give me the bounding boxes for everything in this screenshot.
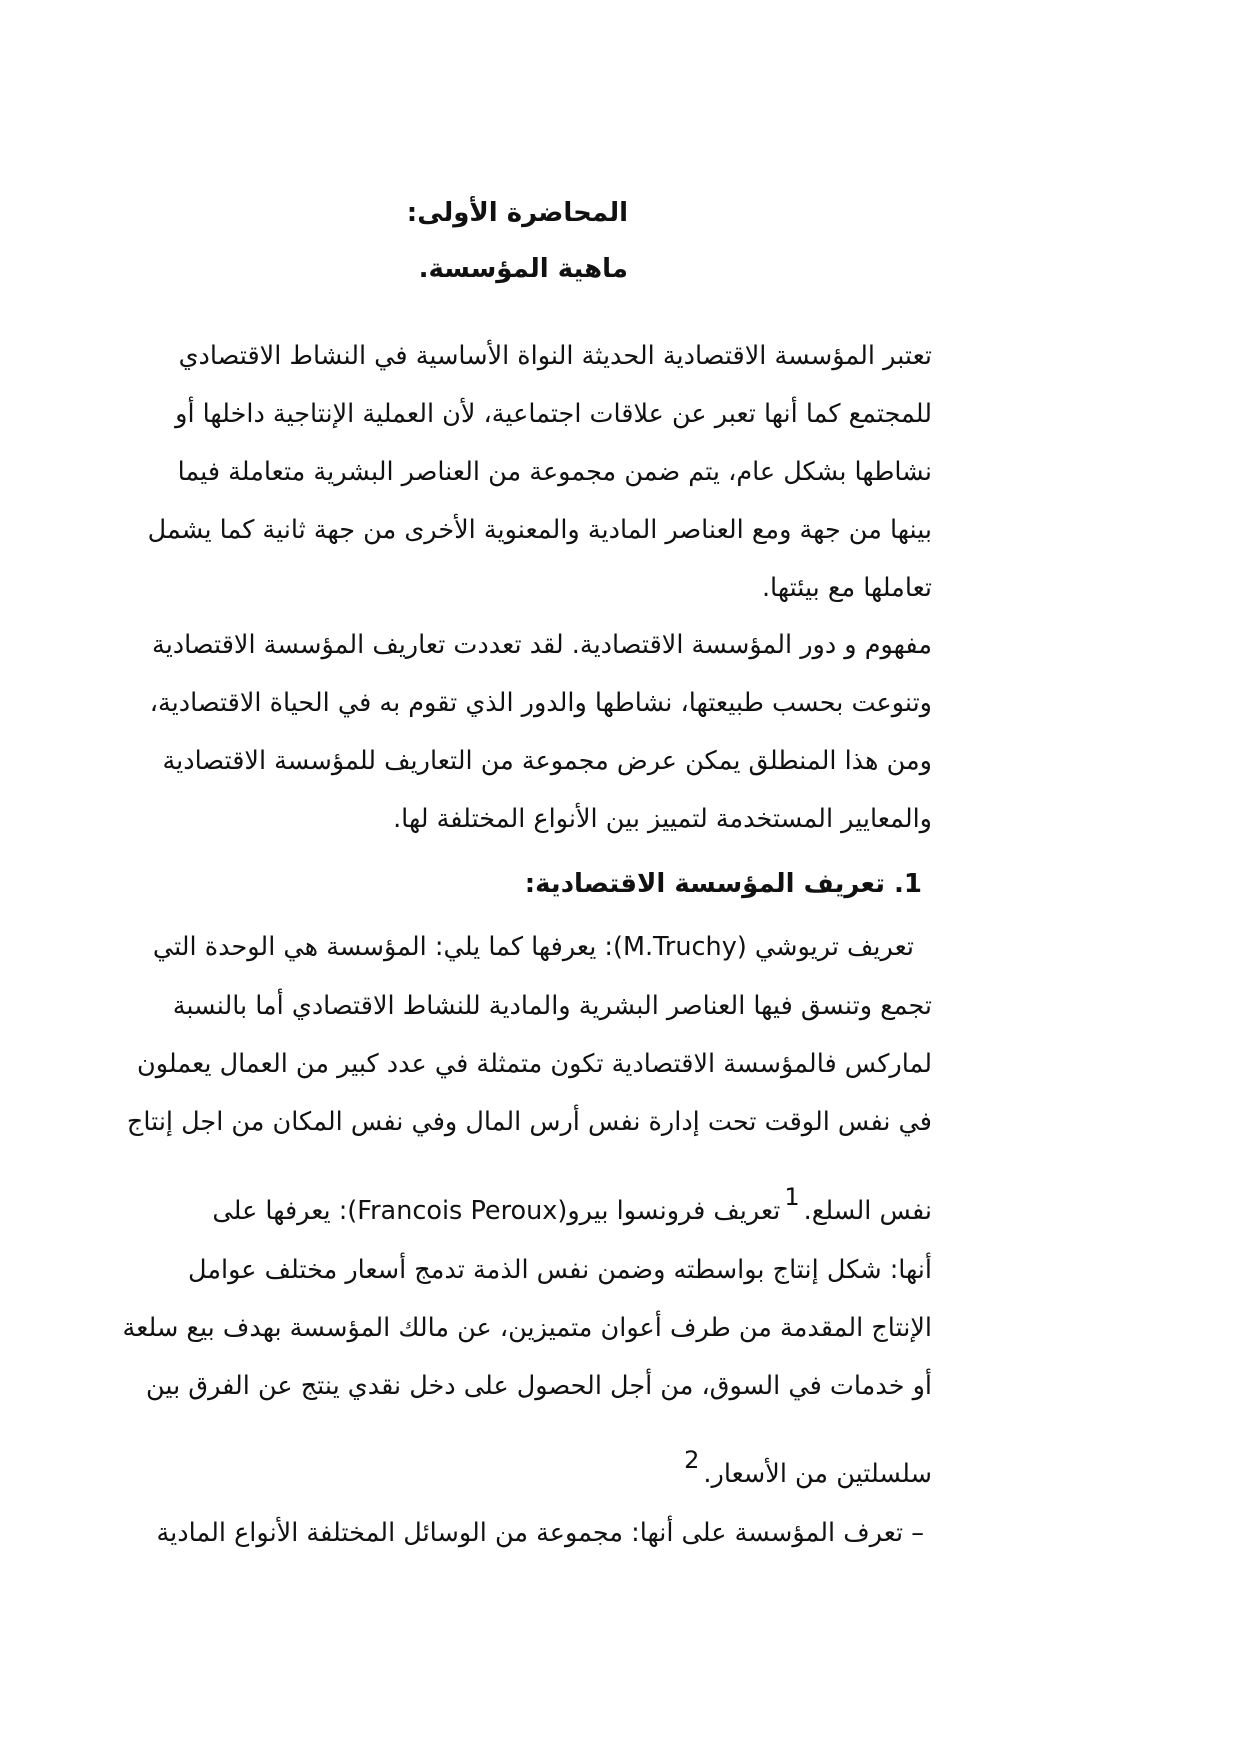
peroux-mid: تعريف فرونسوا بيرو( [557,1196,781,1226]
paragraph-line: أنها: شكل إنتاج بواسطته وضمن نفس الذمة تدمج أسعار مختلف عوامل [188,1255,932,1285]
footnote-marker: 1 [784,1183,800,1211]
paragraph-line: ومن هذا المنطلق يمكن عرض مجموعة من التعاريف للمؤسسة الاقتصادية [162,746,932,776]
paragraph-line: في نفس الوقت تحت إدارة نفس أرس المال وفي نفس المكان من اجل إنتاج [126,1107,932,1137]
lecture-title: المحاضرة الأولى: [406,198,628,228]
peroux-prefix: نفس السلع. [803,1196,932,1226]
paragraph-line [212,1183,932,1227]
peroux-suffix: ): يعرفها على [212,1196,358,1226]
paragraph-line: تعاملها مع بيئتها. [761,573,932,603]
paragraph-line: والمعايير المستخدمة لتمييز بين الأنواع المختلفة لها. [393,804,932,834]
paragraph-line [680,1446,932,1490]
paragraph-line: بينها من جهة ومع العناصر المادية والمعنوية الأخرى من جهة ثانية كما يشمل [147,515,932,545]
paragraph-line: لماركس فالمؤسسة الاقتصادية تكون متمثلة في عدد كبير من العمال يعملون [137,1049,932,1079]
paragraph-line: مفهوم و دور المؤسسة الاقتصادية. لقد تعددت تعاريف المؤسسة الاقتصادية [152,630,932,660]
paragraph-line: تجمع وتنسق فيها العناصر البشرية والمادية للنشاط الاقتصادي أما بالنسبة [172,991,932,1021]
peroux-last: سلسلتين من الأسعار. [703,1459,932,1489]
paragraph-line: وتنوعت بحسب طبيعتها، نشاطها والدور الذي تقوم به في الحياة الاقتصادية، [149,688,932,718]
truchy-prefix: تعريف تريوشي ( [736,932,914,962]
truchy-name: M.Truchy [622,932,737,962]
section-heading: 1. تعريف المؤسسة الاقتصادية: [524,869,922,899]
paragraph-line: أو خدمات في السوق، من أجل الحصول على دخل نقدي ينتج عن الفرق بين [145,1371,932,1401]
paragraph-line [153,932,914,963]
truchy-suffix: ): يعرفها كما يلي: المؤسسة هي الوحدة التي [152,932,623,962]
paragraph-line: للمجتمع كما أنها تعبر عن علاقات اجتماعية، لأن العملية الإنتاجية داخلها أو [175,399,932,429]
lecture-subtitle: ماهية المؤسسة. [418,254,628,284]
footnote-marker: 2 [684,1446,700,1474]
definition-line: – تعرف المؤسسة على أنها: مجموعة من الوسائل المختلفة الأنواع المادية [156,1518,924,1548]
paragraph-line: الإنتاج المقدمة من طرف أعوان متميزين، عن مالك المؤسسة بهدف بيع سلعة [122,1313,932,1343]
paragraph-line: نشاطها بشكل عام، يتم ضمن مجموعة من العناصر البشرية متعاملة فيما [177,457,932,487]
peroux-name: Francois Peroux [357,1196,558,1226]
paragraph-line: تعتبر المؤسسة الاقتصادية الحديثة النواة الأساسية في النشاط الاقتصادي [178,341,932,371]
